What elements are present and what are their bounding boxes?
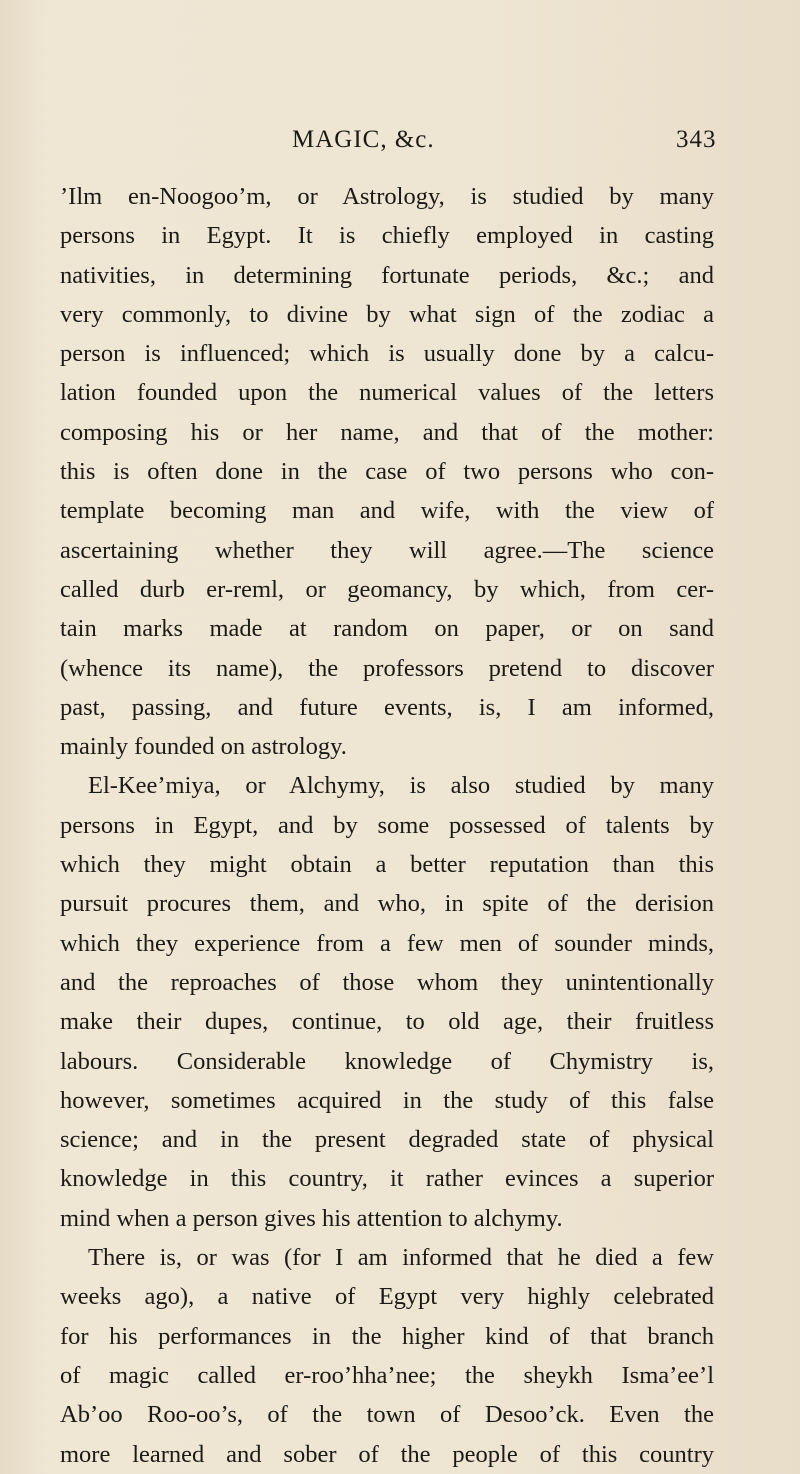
text-line: this is often done in the case of two persons who con- (60, 458, 714, 486)
text-line: very commonly, to divine by what sign of the zodiac a (60, 300, 714, 328)
running-title: MAGIC, &c. (292, 126, 435, 153)
text-line: more learned and sober of the people of this country (60, 1440, 714, 1468)
text-line: of magic called er-roo’hha’nee; the sheykh Isma’ee’l (60, 1361, 714, 1389)
text-line: and the reproaches of those whom they unintentionally (60, 968, 714, 996)
text-line: make their dupes, continue, to old age, their fruitless (60, 1008, 714, 1036)
text-line: pursuit procures them, and who, in spite of the derision (60, 890, 714, 918)
text-line: mind when a person gives his attention to alchymy. (60, 1204, 563, 1232)
text-line: ’Ilm en-Noogoo’m, or Astrology, is studied by many (60, 183, 714, 210)
text-line: labours. Considerable knowledge of Chymistry is, (60, 1047, 714, 1075)
running-head (0, 126, 800, 162)
text-line: person is influenced; which is usually done by a calcu- (60, 340, 714, 368)
page-number: 343 (676, 126, 717, 153)
text-line: which they experience from a few men of sounder minds, (60, 929, 714, 957)
text-line: mainly founded on astrology. (60, 733, 347, 761)
paragraph-start-line: There is, or was (for I am informed that he died a few (88, 1244, 714, 1272)
text-line: for his performances in the higher kind of that branch (60, 1322, 714, 1350)
text-line: knowledge in this country, it rather evinces a superior (60, 1165, 714, 1193)
text-line: persons in Egypt, and by some possessed of talents by (60, 811, 714, 839)
text-line: science; and in the present degraded state of physical (60, 1126, 714, 1154)
text-line: tain marks made at random on paper, or on sand (60, 615, 714, 643)
text-line: ascertaining whether they will agree.—The science (60, 536, 714, 564)
text-line: past, passing, and future events, is, I am informed, (60, 693, 714, 721)
text-line: nativities, in determining fortunate periods, &c.; and (60, 261, 714, 289)
text-line: however, sometimes acquired in the study of this false (60, 1086, 714, 1114)
text-line: which they might obtain a better reputation than this (60, 851, 714, 879)
body-text (60, 177, 714, 1474)
text-line: persons in Egypt. It is chiefly employed in casting (60, 222, 714, 250)
paragraph-start-line: El-Kee’miya, or Alchymy, is also studied by many (88, 772, 714, 800)
text-line: weeks ago), a native of Egypt very highly celebrated (60, 1283, 714, 1311)
text-line: template becoming man and wife, with the view of (60, 497, 714, 525)
text-line: (whence its name), the professors pretend to discover (60, 654, 714, 682)
text-line: composing his or her name, and that of the mother: (60, 418, 714, 446)
text-line: Ab’oo Roo-oo’s, of the town of Desoo’ck. Even the (60, 1401, 714, 1429)
text-line: called durb er-reml, or geomancy, by which, from cer- (60, 575, 714, 603)
text-line: lation founded upon the numerical values of the letters (60, 379, 714, 407)
